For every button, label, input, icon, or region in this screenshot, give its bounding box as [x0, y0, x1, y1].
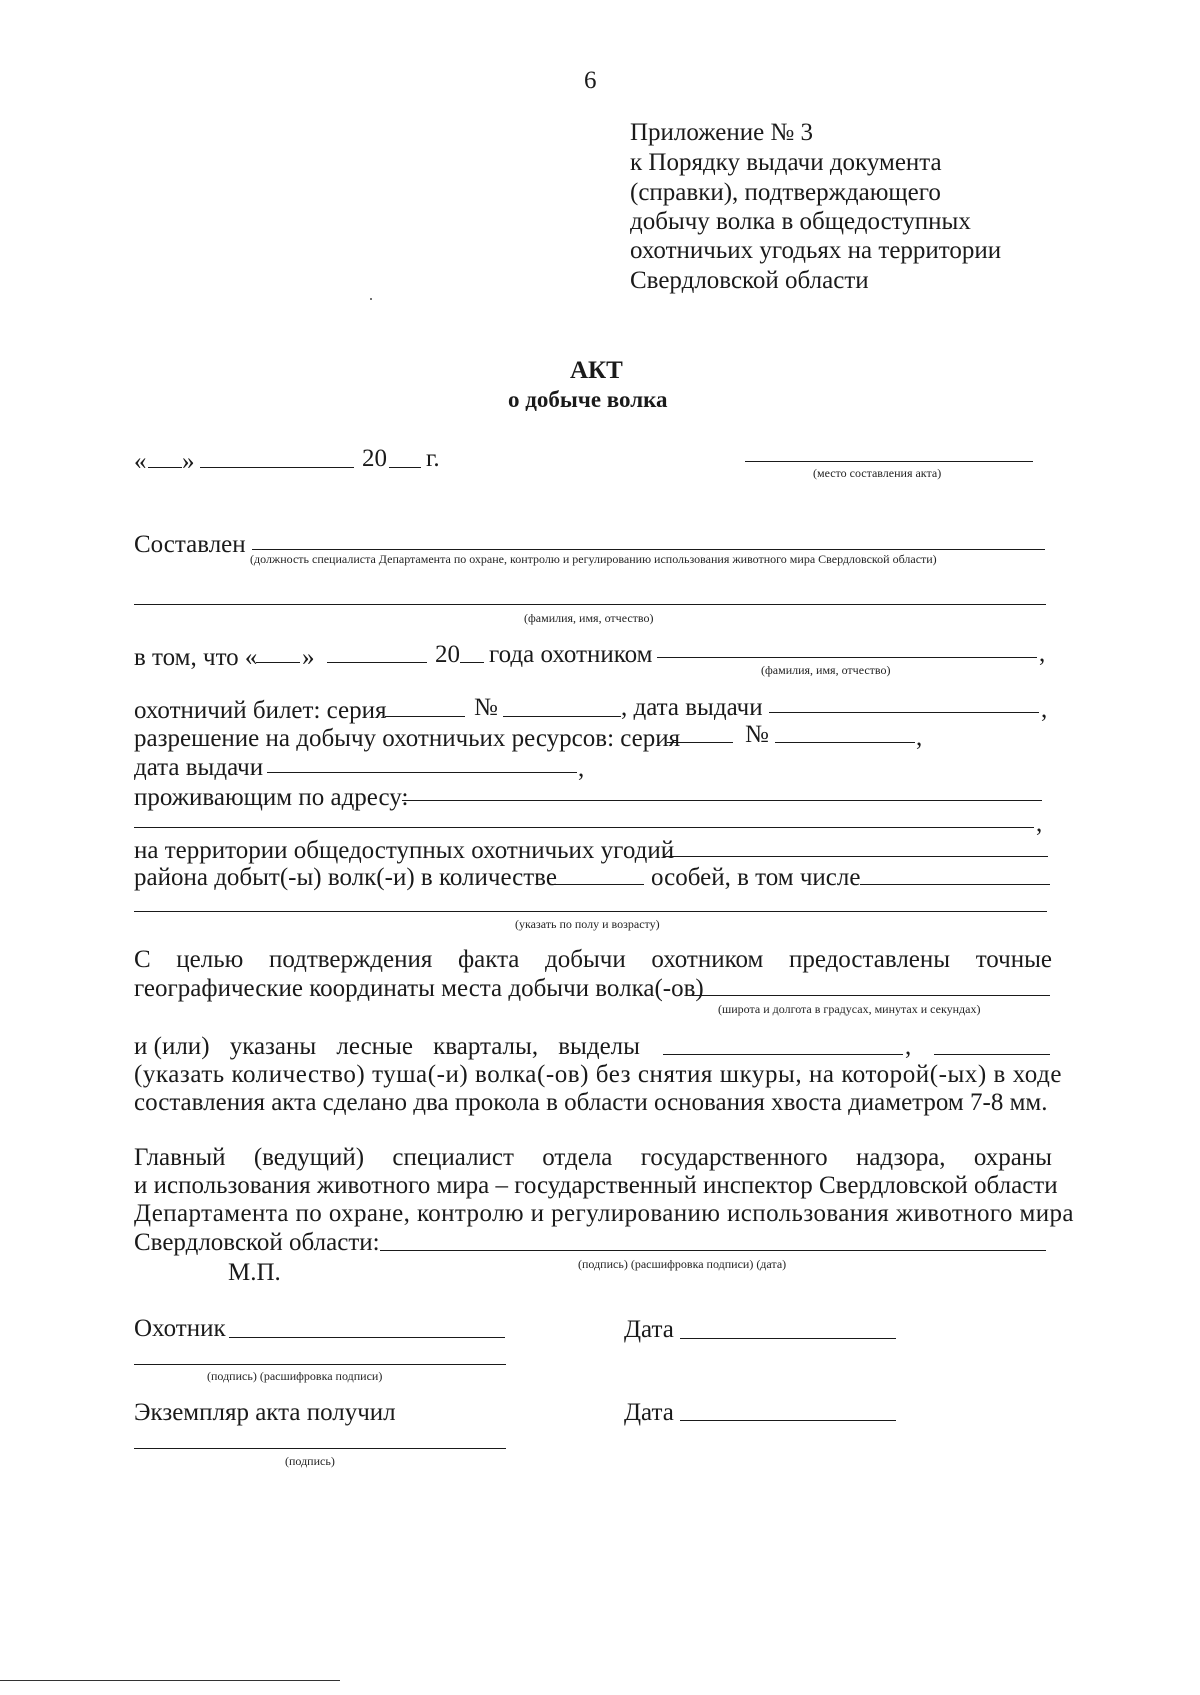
date-year-field[interactable] [389, 467, 421, 468]
ticket-issue-date-field[interactable] [769, 712, 1039, 713]
inspector-word: Главный [134, 1144, 226, 1171]
permit-comma: , [916, 724, 923, 751]
hunter-name-caption: (фамилия, имя, отчество) [761, 663, 891, 677]
scan-edge-line [0, 1680, 340, 1681]
purpose-word: целью [176, 946, 244, 973]
hunter-label: Охотник [134, 1315, 226, 1342]
hunter-date-field[interactable] [680, 1338, 896, 1339]
forest-word: указаны [229, 1033, 317, 1060]
appendix-line-6: Свердловской области [630, 267, 869, 294]
territory-field[interactable] [664, 856, 1048, 857]
in-that-close-quote: » [302, 644, 315, 671]
ticket-label: охотничий билет: серия [134, 697, 387, 724]
sex-age-caption: (указать по полу и возрасту) [515, 917, 660, 931]
forest-quarters-field[interactable] [663, 1054, 903, 1055]
inspector-word: специалист [392, 1144, 514, 1171]
inspector-line-1 [134, 1145, 1052, 1170]
address-comma: , [1036, 810, 1043, 837]
issue-date-comma: , [578, 755, 585, 782]
in-that-comma: , [1039, 640, 1046, 667]
in-that-year-field[interactable] [460, 662, 484, 663]
in-that-suffix: года охотником [489, 641, 653, 668]
forest-word: кварталы, [433, 1033, 539, 1060]
territory-label: на территории общедоступных охотничьих угодий [134, 837, 675, 864]
date-year-prefix: 20 [362, 445, 387, 472]
receipt-caption: (подпись) [285, 1454, 335, 1468]
coordinates-field[interactable] [692, 995, 1050, 996]
ticket-series-field[interactable] [385, 716, 465, 717]
forest-line-1 [134, 1034, 640, 1059]
document-title: АКТ [570, 357, 623, 384]
inspector-word: отдела [542, 1144, 613, 1171]
appendix-line-4: добычу волка в общедоступных [630, 208, 971, 235]
compiled-name-caption: (фамилия, имя, отчество) [524, 611, 654, 625]
purpose-word: факта [457, 946, 520, 973]
appendix-line-1: Приложение № 3 [630, 119, 814, 146]
inspector-word: (ведущий) [253, 1144, 365, 1171]
in-that-day-field[interactable] [256, 662, 300, 663]
inspector-signature-field[interactable] [380, 1250, 1046, 1251]
including-field-2[interactable] [134, 911, 1047, 912]
in-that-month-field[interactable] [327, 662, 427, 663]
receipt-label: Экземпляр акта получил [134, 1399, 396, 1426]
hunter-date-label: Дата [624, 1316, 674, 1343]
inspector-word: надзора, [855, 1144, 946, 1171]
compiled-label: Составлен [134, 531, 246, 558]
wolf-count-field[interactable] [552, 884, 644, 885]
purpose-word: добычи [545, 946, 626, 973]
compiled-position-field[interactable] [252, 549, 1045, 550]
district-mid: особей, в том числе [651, 864, 861, 891]
permit-no: № [745, 721, 769, 748]
coordinates-caption: (широта и долгота в градусах, минутах и секундах) [718, 1002, 981, 1016]
place-caption: (место составления акта) [813, 466, 942, 480]
hunter-name-field[interactable] [657, 657, 1037, 658]
page-number: 6 [584, 67, 597, 94]
receipt-date-label: Дата [624, 1399, 674, 1426]
appendix-line-5: охотничьих угодьях на территории [630, 237, 1002, 264]
date-day-field[interactable] [148, 467, 182, 468]
receipt-date-field[interactable] [680, 1420, 896, 1421]
ticket-number-field[interactable] [503, 716, 621, 717]
inspector-line-3: Департамента по охране, контролю и регулированию использования животного мира [134, 1200, 1074, 1227]
carcass-count-field[interactable] [934, 1054, 1050, 1055]
district-label: района добыт(-ы) волк(-и) в количестве [134, 864, 557, 891]
inspector-word: государственного [640, 1144, 828, 1171]
ticket-comma: , [1041, 696, 1048, 723]
address-field-1[interactable] [402, 800, 1042, 801]
date-close-quote: » [182, 448, 195, 475]
appendix-line-2: к Порядку выдачи документа [630, 149, 942, 176]
address-label: проживающим по адресу: [134, 784, 409, 811]
compiled-position-caption: (должность специалиста Департамента по охране, контролю и регулированию использования животного мира Свердловской области) [250, 552, 937, 566]
purpose-line-1 [134, 947, 1052, 972]
inspector-signature-caption: (подпись) (расшифровка подписи) (дата) [578, 1257, 787, 1271]
inspector-line-4: Свердловской области: [134, 1229, 380, 1256]
forest-word: и (или) [134, 1033, 210, 1060]
permit-label: разрешение на добычу охотничьих ресурсов: серия [134, 725, 681, 752]
in-that-prefix: в том, что « [134, 644, 258, 671]
scan-speck [370, 298, 372, 300]
issue-date-field[interactable] [267, 772, 577, 773]
hunter-signature-field[interactable] [229, 1337, 505, 1338]
purpose-word: С [134, 946, 151, 973]
forest-word: выделы [558, 1033, 640, 1060]
purpose-line-2: географические координаты места добычи волка(-ов) [134, 975, 704, 1002]
ticket-issue-label: , дата выдачи [621, 694, 763, 721]
purpose-word: предоставлены [788, 946, 951, 973]
including-field-1[interactable] [860, 884, 1050, 885]
inspector-word: охраны [973, 1144, 1052, 1171]
receipt-signature-field[interactable] [134, 1448, 506, 1449]
permit-series-field[interactable] [667, 742, 733, 743]
place-field[interactable] [745, 461, 1033, 462]
permit-number-field[interactable] [775, 742, 915, 743]
purpose-word: подтверждения [268, 946, 433, 973]
issue-date-label: дата выдачи [134, 754, 264, 781]
in-that-year-prefix: 20 [435, 641, 460, 668]
appendix-line-3: (справки), подтверждающего [630, 179, 941, 206]
purpose-word: точные [975, 946, 1052, 973]
forest-line-3: составления акта сделано два прокола в области основания хвоста диаметром 7-8 мм. [134, 1089, 1048, 1116]
date-open-quote: « [134, 448, 147, 475]
forest-word: лесные [336, 1033, 413, 1060]
address-field-2[interactable] [134, 827, 1034, 828]
purpose-word: охотником [651, 946, 764, 973]
inspector-line-2: и использования животного мира – государственный инспектор Свердловской области [134, 1172, 1058, 1199]
compiled-name-field[interactable] [134, 604, 1046, 605]
hunter-caption: (подпись) (расшифровка подписи) [207, 1369, 383, 1383]
date-month-field[interactable] [200, 467, 354, 468]
forest-comma: , [905, 1033, 912, 1060]
forest-line-2: (указать количество) туша(-и) волка(-ов) без снятия шкуры, на которой(-ых) в ходе [134, 1061, 1063, 1088]
hunter-decryption-field[interactable] [134, 1364, 506, 1365]
date-year-suffix: г. [426, 445, 440, 472]
ticket-no: № [474, 694, 498, 721]
document-subtitle: о добыче волка [508, 387, 668, 412]
stamp-label: М.П. [228, 1259, 281, 1286]
